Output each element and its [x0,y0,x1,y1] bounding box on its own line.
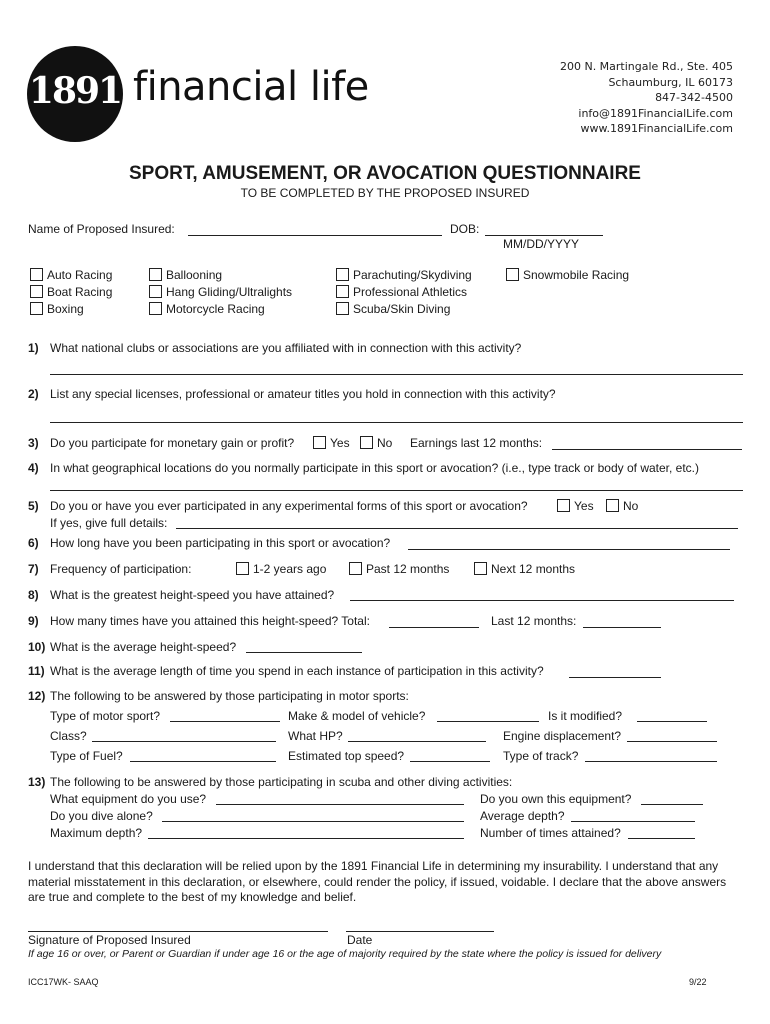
activity-checkbox-hang-gliding[interactable]: Hang Gliding/Ultralights [149,285,292,299]
question-6-text: How long have you been participating in this sport or avocation? [50,536,391,550]
date-field[interactable] [346,931,494,932]
answer-line-q10[interactable] [246,652,362,653]
question-3: 3) [28,436,39,450]
activity-checkbox-professional-athletics[interactable]: Professional Athletics [336,285,467,299]
signature-field[interactable] [28,931,328,932]
max-depth-field[interactable] [148,838,464,839]
top-speed-field[interactable] [410,761,490,762]
activity-checkbox-ballooning[interactable]: Ballooning [149,268,222,282]
earnings-label: Earnings last 12 months: [410,436,543,450]
checkbox[interactable] [557,499,570,512]
dob-field[interactable] [485,235,603,236]
hp-field[interactable] [348,741,486,742]
answer-line-q8[interactable] [350,600,734,601]
hp-label: What HP? [288,729,343,743]
question-1-text: What national clubs or associations are you affiliated with in connection with this activity? [50,341,522,355]
question-11-text: What is the average length of time you spend in each instance of participation in this activity? [50,664,544,678]
details-label: If yes, give full details: [50,516,168,530]
total-field[interactable] [389,627,479,628]
question-12: 12) [28,689,46,703]
activity-checkbox-snowmobile-racing[interactable]: Snowmobile Racing [506,268,629,282]
question-2: 2) [28,387,39,401]
phone-number: 847-342-4500 [655,91,733,104]
track-type-label: Type of track? [503,749,579,763]
answer-line-q6[interactable] [408,549,730,550]
activity-checkbox-auto-racing[interactable]: Auto Racing [30,268,112,282]
displacement-field[interactable] [627,741,717,742]
company-address [560,59,733,137]
frequency-option-next-12[interactable]: Next 12 months [474,562,575,576]
checkbox[interactable] [506,268,519,281]
activity-checkbox-parachuting[interactable]: Parachuting/Skydiving [336,268,472,282]
checkbox[interactable] [360,436,373,449]
q3-yes-option[interactable]: Yes [313,436,350,450]
max-depth-label: Maximum depth? [50,826,143,840]
fuel-label: Type of Fuel? [50,749,123,763]
name-field[interactable] [188,235,442,236]
frequency-option-past-12[interactable]: Past 12 months [349,562,449,576]
checkbox[interactable] [336,268,349,281]
answer-line-q11[interactable] [569,677,661,678]
page-title: SPORT, AMUSEMENT, OR AVOCATION QUESTIONNAIRE [129,163,641,184]
checkbox[interactable] [149,268,162,281]
q5-no-option[interactable]: No [606,499,638,513]
average-depth-field[interactable] [571,821,695,822]
own-equipment-field[interactable] [641,804,703,805]
checkbox[interactable] [336,302,349,315]
question-6: 6) [28,536,39,550]
equipment-label: What equipment do you use? [50,792,207,806]
date-label: Date [347,933,373,947]
activity-checkbox-scuba[interactable]: Scuba/Skin Diving [336,302,450,316]
question-10-text: What is the average height-speed? [50,640,237,654]
activity-checkbox-boxing[interactable]: Boxing [30,302,84,316]
question-8: 8) [28,588,39,602]
address-line: 200 N. Martingale Rd., Ste. 405 [559,60,733,73]
question-12-text: The following to be answered by those participating in motor sports: [50,689,409,703]
motor-sport-type-label: Type of motor sport? [50,709,161,723]
signature-note: If age 16 or over, or Parent or Guardian if under age 16 or the age of majority required by the state where the policy is issued for delivery [28,948,662,960]
dive-alone-label: Do you dive alone? [50,809,153,823]
dob-label: DOB: [450,222,480,236]
checkbox[interactable] [30,268,43,281]
question-1: 1) [28,341,39,355]
checkbox[interactable] [149,302,162,315]
dive-alone-field[interactable] [162,821,464,822]
email-address: info@1891FinancialLife.com [578,106,733,120]
question-10: 10) [28,640,46,654]
modified-field[interactable] [637,721,707,722]
answer-line-q2[interactable] [50,422,743,423]
q3-no-option[interactable]: No [360,436,392,450]
track-type-field[interactable] [585,761,717,762]
website-address: www.1891FinancialLife.com [580,122,733,135]
question-11: 11) [28,664,45,678]
own-equipment-label: Do you own this equipment? [480,792,632,806]
checkbox[interactable] [474,562,487,575]
top-speed-label: Estimated top speed? [288,749,405,763]
times-attained-label: Number of times attained? [480,826,621,840]
checkbox[interactable] [30,285,43,298]
times-attained-field[interactable] [628,838,695,839]
activity-checkbox-boat-racing[interactable]: Boat Racing [30,285,112,299]
modified-label: Is it modified? [548,709,623,723]
signature-label: Signature of Proposed Insured [28,933,191,947]
checkbox[interactable] [236,562,249,575]
question-4-text: In what geographical locations do you normally participate in this sport or avocation? (i.e., type track or body of water, etc.) [50,461,700,475]
answer-line-q4[interactable] [50,490,743,491]
class-field[interactable] [92,741,276,742]
earnings-field[interactable] [552,449,742,450]
logo-number: 1891 [28,70,122,112]
checkbox[interactable] [30,302,43,315]
page-subtitle: TO BE COMPLETED BY THE PROPOSED INSURED [240,186,530,200]
fuel-field[interactable] [130,761,276,762]
question-5-text: Do you or have you ever participated in any experimental forms of this sport or avocation? [50,499,528,513]
question-13: 13) [28,775,46,789]
class-label: Class? [50,729,87,743]
checkbox[interactable] [349,562,362,575]
question-4: 4) [28,461,39,475]
last-12-months-field[interactable] [583,627,661,628]
question-3-text: Do you participate for monetary gain or profit? [50,436,295,450]
answer-line-q1[interactable] [50,374,743,375]
dob-format-hint: MM/DD/YYYY [503,237,580,251]
frequency-option-1-2-years[interactable]: 1-2 years ago [236,562,326,576]
name-label: Name of Proposed Insured: [28,222,175,236]
question-7-text: Frequency of participation: [50,562,192,576]
equipment-field[interactable] [216,804,464,805]
question-8-text: What is the greatest height-speed you have attained? [50,588,335,602]
address-line: Schaumburg, IL 60173 [608,75,733,89]
question-9: 9) [28,614,39,628]
q5-yes-option[interactable]: Yes [557,499,594,513]
question-13-text: The following to be answered by those participating in scuba and other diving activities: [50,775,513,789]
checkbox[interactable] [149,285,162,298]
declaration-text: I understand that this declaration will be relied upon by the 1891 Financial Life in determining my insurability. I understand that any material misstatement in this declaration, or elsewhere, could render the policy, if issued, voidable. I declare that the above answers are true and complete to the best of my knowledge and belief. [28,859,727,904]
checkbox[interactable] [606,499,619,512]
checkbox[interactable] [313,436,326,449]
form-code: ICC17WK- SAAQ [28,977,99,987]
question-2-text: List any special licenses, professional or amateur titles you hold in connection with this activity? [50,387,556,401]
last-12-months-label: Last 12 months: [491,614,577,628]
vehicle-make-label: Make & model of vehicle? [288,709,426,723]
logo-wordmark: financial life [133,64,369,110]
motor-sport-type-field[interactable] [170,721,280,722]
average-depth-label: Average depth? [480,809,565,823]
checkbox[interactable] [336,285,349,298]
displacement-label: Engine displacement? [503,729,622,743]
question-5: 5) [28,499,39,513]
details-field[interactable] [176,528,738,529]
activity-checkbox-motorcycle-racing[interactable]: Motorcycle Racing [149,302,265,316]
question-9-text: How many times have you attained this height-speed? Total: [50,614,370,628]
question-7: 7) [28,562,39,576]
vehicle-make-field[interactable] [437,721,539,722]
form-date: 9/22 [689,977,707,987]
